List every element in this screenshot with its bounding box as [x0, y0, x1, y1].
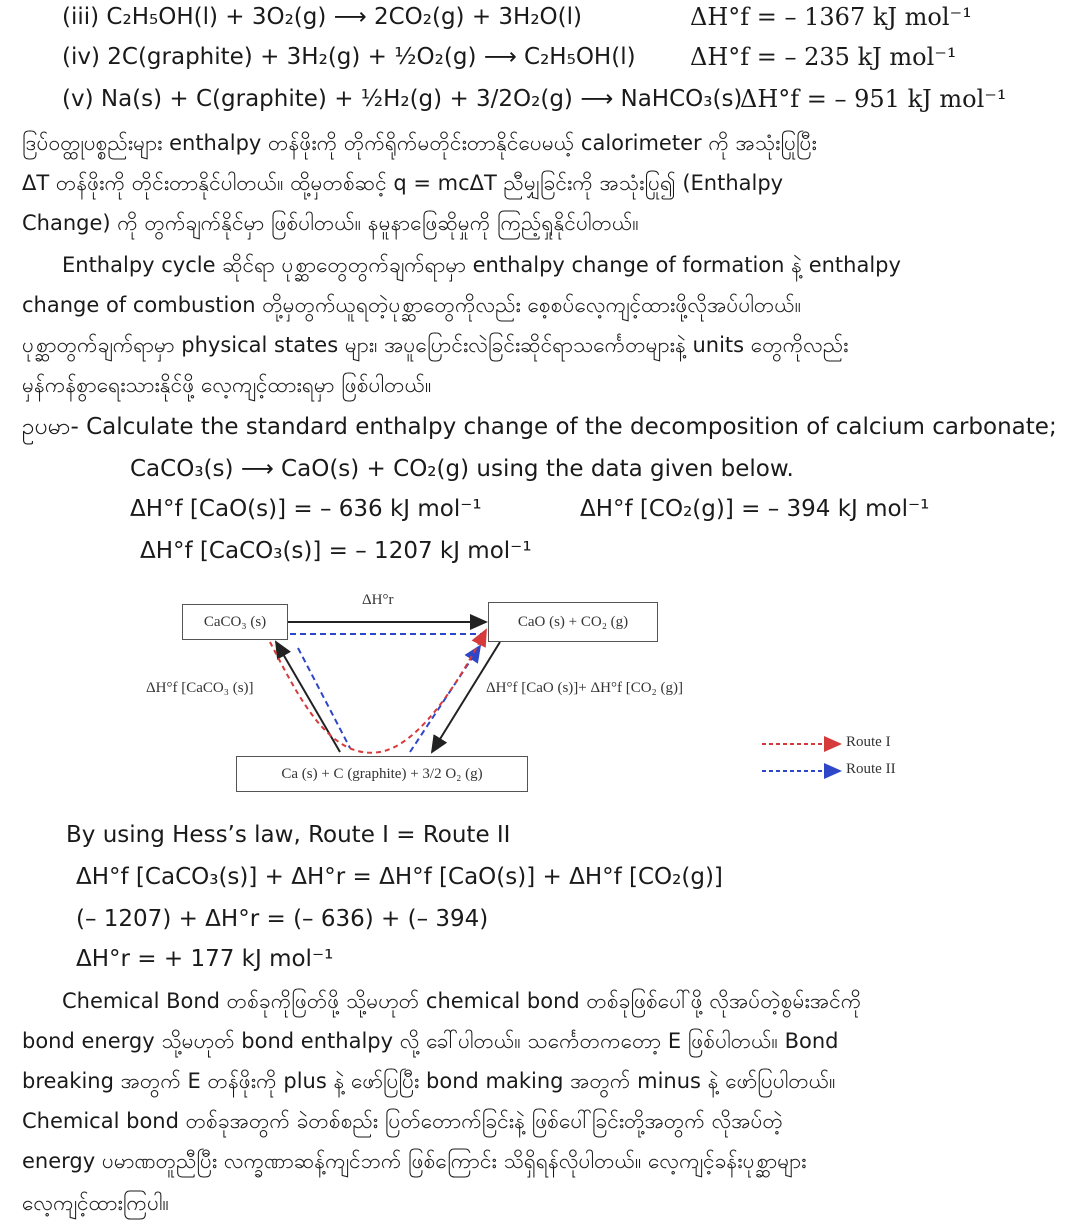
- equation-iv-dh: ΔH°f = – 235 kJ mol⁻¹: [690, 43, 957, 71]
- data-co2: ΔH°f [CO₂(g)] = – 394 kJ mol⁻¹: [580, 496, 930, 522]
- para3-line: လေ့ကျင့်ထားကြပါ။: [22, 1191, 169, 1215]
- equation-iv: (iv) 2C(graphite) + 3H₂(g) + ½O₂(g) ⟶ C₂H₅OH(l): [62, 44, 636, 70]
- example-reaction: CaCO₃(s) ⟶ CaO(s) + CO₂(g) using the data given below.: [130, 456, 794, 482]
- para1-line: Change) ကို တွက်ချက်နိုင်မှာ ဖြစ်ပါတယ်။ နမူနာဖြေဆိုမှုကို ကြည့်ရှုနိုင်ပါတယ်။: [22, 211, 639, 235]
- para2-line: ပုစ္ဆာတွက်ချက်ရာမှာ physical states များ၊ အပူပြောင်းလဲခြင်းဆိုင်ရာသင်္ကေတများနဲ့ units တွေကိုလည်း: [22, 333, 849, 357]
- legend-route-ii: Route II: [846, 761, 896, 777]
- left-dh-label: ΔH°f [CaCO₃ (s)]: [146, 680, 254, 696]
- route-i-path: [270, 630, 486, 753]
- data-caco3: ΔH°f [CaCO₃(s)] = – 1207 kJ mol⁻¹: [140, 538, 532, 564]
- solution-result: ΔH°r = + 177 kJ mol⁻¹: [76, 946, 334, 972]
- solution-line: By using Hess’s law, Route I = Route II: [66, 822, 511, 848]
- elements-box: Ca (s) + C (graphite) + 3/2 O₂ (g): [236, 756, 528, 792]
- para3-line: Chemical Bond တစ်ခုကိုဖြတ်ဖို့ သို့မဟုတ် chemical bond တစ်ခုဖြစ်ပေါ်ဖို့ လိုအပ်တဲ့စွမ်းအင်ကို: [62, 989, 862, 1013]
- para3-line: Chemical bond တစ်ခုအတွက် ခဲတစ်စည်း ပြတ်တောက်ခြင်းနဲ့ ဖြစ်ပေါ်ခြင်းတို့အတွက် လိုအပ်တဲ့: [22, 1109, 783, 1133]
- para2-line: Enthalpy cycle ဆိုင်ရာ ပုစ္ဆာတွေတွက်ချက်ရာမှာ enthalpy change of formation နဲ့ enthalpy: [62, 253, 901, 277]
- solution-line: ΔH°f [CaCO₃(s)] + ΔH°r = ΔH°f [CaO(s)] + ΔH°f [CO₂(g)]: [76, 864, 723, 890]
- para1-line: ဒြပ်ဝတ္ထုပစ္စည်းများ enthalpy တန်ဖိုးကို တိုက်ရိုက်မတိုင်းတာနိုင်ပေမယ့် calorimeter ကို အသုံးပြုပြီး: [22, 131, 817, 155]
- equation-v: (v) Na(s) + C(graphite) + ½H₂(g) + 3/2O₂(g) ⟶ NaHCO₃(s): [62, 86, 743, 112]
- route-ii-path: [298, 648, 350, 748]
- para3-line: breaking အတွက် E တန်ဖိုးကို plus နဲ့ ဖော်ပြပြီး bond making အတွက် minus နဲ့ ဖော်ပြပါတယ်။: [22, 1069, 836, 1093]
- para1-line: ΔT တန်ဖိုးကို တိုင်းတာနိုင်ပါတယ်။ ထို့မှတစ်ဆင့် q = mcΔT ညီမျှခြင်းကို အသုံးပြု၍ (Enthalpy: [22, 171, 784, 195]
- route-ii-path: [410, 646, 480, 752]
- equation-v-dh: ΔH°f = – 951 kJ mol⁻¹: [740, 85, 1007, 113]
- products-box: CaO (s) + CO₂ (g): [488, 602, 658, 642]
- right-dh-label: ΔH°f [CaO (s)]+ ΔH°f [CO₂ (g)]: [486, 680, 684, 696]
- equation-iii: (iii) C₂H₅OH(l) + 3O₂(g) ⟶ 2CO₂(g) + 3H₂O(l): [62, 4, 582, 30]
- right-down-arrow: [432, 642, 500, 752]
- caco3-box: CaCO₃ (s): [182, 604, 288, 640]
- equation-iii-dh: ΔH°f = – 1367 kJ mol⁻¹: [690, 3, 972, 31]
- legend-route-i: Route I: [846, 734, 891, 750]
- para2-line: change of combustion တို့မှတွက်ယူရတဲ့ပုစ္ဆာတွေကိုလည်း စေ့စပ်လေ့ကျင့်ထားဖို့လိုအပ်ပါတယ်။: [22, 293, 802, 317]
- para3-line: bond energy သို့မဟုတ် bond enthalpy လို့ ခေါ်ပါတယ်။ သင်္ကေတကတော့ E ဖြစ်ပါတယ်။ Bond: [22, 1029, 839, 1053]
- solution-line: (– 1207) + ΔH°r = (– 636) + (– 394): [76, 906, 489, 932]
- para3-line: energy ပမာဏတူညီပြီး လက္ခဏာဆန့်ကျင်ဘက် ဖြစ်ကြောင်း သိရှိရန်လိုပါတယ်။ လေ့ကျင့်ခန်းပုစ္ဆာများ: [22, 1149, 807, 1173]
- top-dh-label: ΔH°r: [362, 592, 394, 608]
- data-cao: ΔH°f [CaO(s)] = – 636 kJ mol⁻¹: [130, 496, 482, 522]
- example-question: ဥပမာ- Calculate the standard enthalpy change of the decomposition of calcium carbonate;: [22, 414, 1057, 440]
- para2-line: မှန်ကန်စွာရေးသားနိုင်ဖို့ လေ့ကျင့်ထားရမှာ ဖြစ်ပါတယ်။: [22, 373, 432, 397]
